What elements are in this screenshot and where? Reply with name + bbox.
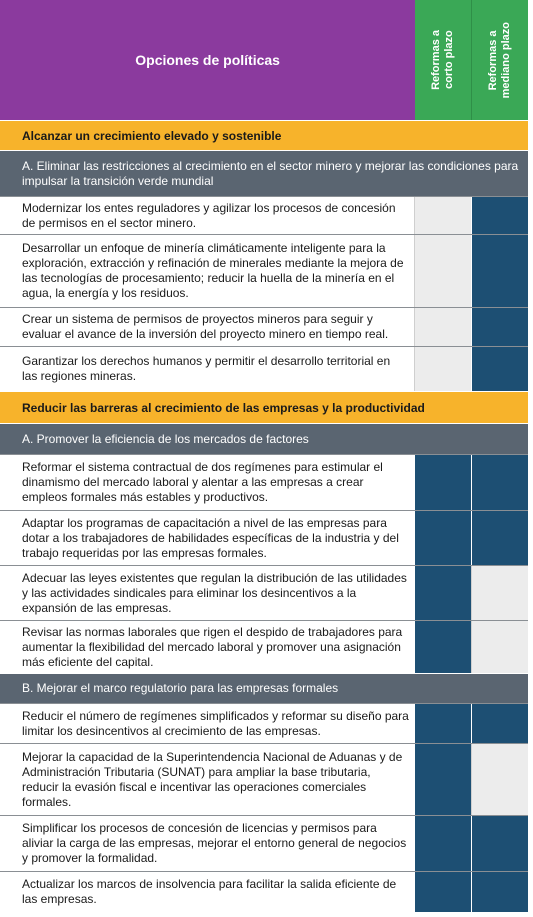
medium-term-cell bbox=[471, 511, 528, 565]
row-text: Desarrollar un enfoque de minería climáticamente inteligente para la exploración, extracción y refinación de minerales mediante la mejora de las tecnologías de procesamiento; reducir la huella de la minería en el agua, la energía y los residuos. bbox=[0, 235, 414, 307]
table-header bbox=[0, 0, 528, 120]
short-term-cell bbox=[415, 455, 471, 510]
row-text: Adecuar las leyes existentes que regulan la distribución de las utilidades y las actividades sindicales para eliminar los desincentivos a la expansión de las empresas. bbox=[0, 566, 415, 620]
subsection-title: B. Mejorar el marco regulatorio para las empresas formales bbox=[0, 673, 528, 703]
short-term-cell bbox=[415, 704, 471, 743]
short-term-cell bbox=[415, 816, 471, 871]
medium-term-cell bbox=[471, 566, 528, 620]
short-term-cell bbox=[415, 511, 471, 565]
table-row bbox=[0, 307, 528, 346]
header-medium-term-label: Reformas a mediano plazo bbox=[487, 21, 513, 99]
row-text: Simplificar los procesos de concesión de licencias y permisos para aliviar la carga de las empresas, mejorar el entorno general de negocios y promover la formalidad. bbox=[0, 816, 415, 871]
table-row bbox=[0, 871, 528, 912]
medium-term-cell bbox=[471, 455, 528, 510]
table-row bbox=[0, 196, 528, 234]
table-row bbox=[0, 815, 528, 871]
short-term-cell bbox=[414, 235, 471, 307]
subsection-title: A. Eliminar las restricciones al crecimiento en el sector minero y mejorar las condiciones para impulsar la transición verde mundial bbox=[0, 150, 528, 196]
row-text: Mejorar la capacidad de la Superintendencia Nacional de Aduanas y de Administración Tributaria (SUNAT) para ampliar la base tributaria, reducir la evasión fiscal e incentivar las operaciones comerciales formales. bbox=[0, 744, 415, 815]
row-text: Garantizar los derechos humanos y permitir el desarrollo territorial en las regiones mineras. bbox=[0, 347, 414, 391]
row-text: Crear un sistema de permisos de proyectos mineros para seguir y evaluar el avance de la inversión del proyecto minero en tiempo real. bbox=[0, 308, 414, 346]
short-term-cell bbox=[414, 347, 471, 391]
short-term-cell bbox=[415, 621, 471, 673]
short-term-cell bbox=[415, 744, 471, 815]
section-title: Reducir las barreras al crecimiento de las empresas y la productividad bbox=[0, 391, 528, 423]
header-medium-term bbox=[471, 0, 528, 120]
short-term-cell bbox=[414, 197, 471, 234]
medium-term-cell bbox=[471, 872, 528, 912]
medium-term-cell bbox=[471, 308, 528, 346]
row-text: Revisar las normas laborales que rigen el despido de trabajadores para aumentar la flexibilidad del mercado laboral y promover una asignación más eficiente del capital. bbox=[0, 621, 415, 673]
table-row bbox=[0, 510, 528, 565]
short-term-cell bbox=[415, 566, 471, 620]
table-row bbox=[0, 454, 528, 510]
short-term-cell bbox=[415, 872, 471, 912]
medium-term-cell bbox=[471, 235, 528, 307]
row-text: Adaptar los programas de capacitación a nivel de las empresas para dotar a los trabajadores de habilidades específicas de la industria y del trabajo requeridas por las empresas formales. bbox=[0, 511, 415, 565]
row-text: Actualizar los marcos de insolvencia para facilitar la salida eficiente de las empresas. bbox=[0, 872, 415, 912]
section-title: Alcanzar un crecimiento elevado y sostenible bbox=[0, 120, 528, 150]
medium-term-cell bbox=[471, 816, 528, 871]
table-row bbox=[0, 703, 528, 743]
row-text: Modernizar los entes reguladores y agilizar los procesos de concesión de permisos en el sector minero. bbox=[0, 197, 414, 234]
table-row bbox=[0, 620, 528, 673]
table-row bbox=[0, 565, 528, 620]
table-row bbox=[0, 743, 528, 815]
header-short-term-label: Reformas a corto plazo bbox=[430, 30, 456, 90]
table-row bbox=[0, 346, 528, 391]
medium-term-cell bbox=[471, 621, 528, 673]
medium-term-cell bbox=[471, 744, 528, 815]
medium-term-cell bbox=[471, 704, 528, 743]
medium-term-cell bbox=[471, 197, 528, 234]
row-text: Reducir el número de regímenes simplificados y reformar su diseño para limitar los desincentivos al crecimiento de las empresas. bbox=[0, 704, 415, 743]
medium-term-cell bbox=[471, 347, 528, 391]
row-text: Reformar el sistema contractual de dos regímenes para estimular el dinamismo del mercado laboral y alentar a las empresas a crear empleos formales más estables y productivos. bbox=[0, 455, 415, 510]
subsection-title: A. Promover la eficiencia de los mercados de factores bbox=[0, 423, 528, 454]
header-short-term bbox=[415, 0, 471, 120]
short-term-cell bbox=[414, 308, 471, 346]
header-policy-options: Opciones de políticas bbox=[0, 0, 415, 120]
table-row bbox=[0, 234, 528, 307]
